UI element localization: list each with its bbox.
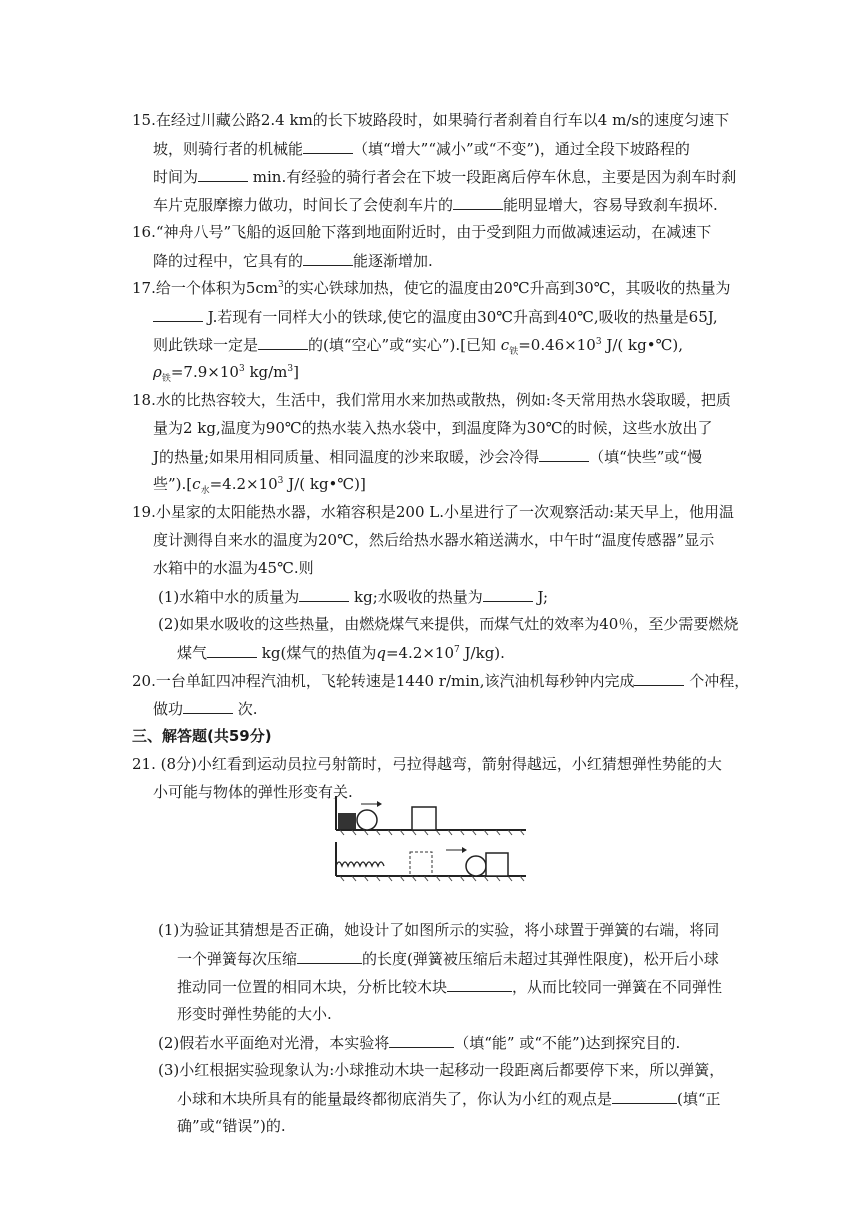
text-run: 做功 [153, 700, 184, 718]
text-run: 三、解答题(共59分) [132, 727, 272, 745]
answer-blank[interactable] [483, 586, 533, 602]
text-line [132, 670, 749, 692]
text-run: （填“能” 或“不能”)达到探究目的. [454, 1034, 681, 1052]
text-run: 确”或“错误”)的. [177, 1117, 286, 1135]
text-run: 则此铁球一定是 [153, 336, 259, 354]
text-run: J的热量;如果用相同质量、相同温度的沙来取暖，沙会冷得 [153, 448, 540, 466]
text-line [177, 1088, 721, 1110]
text-line [158, 1060, 724, 1082]
text-run: J/( kg•℃)] [283, 475, 366, 493]
text-run: 量为2 kg,温度为90℃的热水装入热水袋中，到温度降为30℃的时候，这些水放出了 [153, 419, 713, 437]
subscript: 铁 [161, 374, 171, 384]
text-run: 坡，则骑行者的机械能 [153, 140, 304, 158]
text-run: 21. (8分)小红看到运动员拉弓射箭时，弓拉得越弯，箭射得越远，小红猜想弹性势能的大 [132, 755, 722, 773]
text-run: ] [293, 363, 300, 381]
answer-blank[interactable] [634, 670, 684, 686]
answer-blank[interactable] [447, 976, 512, 992]
text-run: 20.一台单缸四冲程汽油机，飞轮转速是1440 r/min,该汽油机每秒钟内完成 [132, 672, 635, 690]
math-symbol: c [500, 336, 510, 354]
text-run: 19.小星家的太阳能热水器，水箱容积是200 L.小星进行了一次观察活动:某天早上，他用温 [132, 503, 735, 521]
text-line [158, 586, 548, 608]
text-run: kg/m [244, 363, 288, 381]
text-run: 小球和木块所具有的能量最终都彻底消失了，你认为小红的观点是 [177, 1090, 613, 1108]
text-line [153, 250, 433, 272]
answer-blank[interactable] [539, 446, 589, 462]
text-line [153, 334, 683, 356]
text-line [153, 474, 366, 496]
answer-blank[interactable] [153, 306, 203, 322]
math-symbol: q [376, 644, 386, 662]
text-run: 能明显增大，容易导致刹车损坏. [503, 196, 718, 214]
math-symbol: c [192, 475, 201, 493]
text-run: 形变时弹性势能的大小. [177, 1005, 332, 1023]
text-run: 个冲程， [684, 672, 750, 690]
text-run: (2)假若水平面绝对光滑，本实验将 [158, 1034, 390, 1052]
text-line [153, 558, 314, 580]
text-run: 度计测得自来水的温度为20℃，然后给热水器水箱送满水，中午时“温度传感器”显示 [153, 531, 715, 549]
text-line [132, 110, 729, 132]
text-run: (1)为验证其猜想是否正确，她设计了如图所示的实验，将小球置于弹簧的右端，将同 [158, 921, 720, 939]
text-run: J/( kg•℃), [601, 336, 683, 354]
text-run: 时间为 [153, 168, 199, 186]
spring-experiment-figure [330, 790, 530, 886]
text-run: 车片克服摩擦力做功，时间长了会使刹车片的 [153, 196, 454, 214]
superscript: 3 [277, 476, 284, 486]
text-line [132, 502, 734, 524]
text-run: J; [532, 588, 548, 606]
answer-blank[interactable] [297, 948, 362, 964]
text-line [177, 976, 722, 998]
superscript: 3 [278, 280, 284, 290]
text-run: 推动同一位置的相同木块，分析比较木块 [177, 978, 448, 996]
answer-blank[interactable] [303, 138, 353, 154]
text-run: 15.在经过川藏公路2.4 km的长下坡路段时，如果骑行者刹着自行车以4 m/s的速度匀速下 [132, 111, 730, 129]
text-run: 煤气 [177, 644, 208, 662]
text-run: J/kg). [459, 644, 505, 662]
text-line [153, 446, 702, 468]
superscript: 3 [287, 364, 294, 374]
text-run: min.有经验的骑行者会在下坡一段距离后停车休息，主要是因为刹车时刹 [248, 168, 737, 186]
answer-blank[interactable] [183, 698, 233, 714]
text-line [153, 306, 718, 328]
text-run: 降的过程中，它具有的 [153, 252, 304, 270]
text-run: 16.“神舟八号”飞船的返回舱下落到地面附近时，由于受到阻力而做减速运动，在减速下 [132, 223, 712, 241]
superscript: 3 [238, 364, 245, 374]
text-run: 能逐渐增加. [353, 252, 433, 270]
text-run: 17.给一个体积为5cm [132, 279, 279, 297]
text-run: 水箱中的水温为45℃.则 [153, 559, 314, 577]
text-line [153, 194, 718, 216]
text-line [132, 278, 731, 300]
text-run: =0.46×10 [518, 336, 596, 354]
text-run: 小可能与物体的弹性形变有关. [153, 783, 353, 801]
math-symbol: ρ [153, 363, 162, 381]
text-line [132, 390, 731, 412]
text-run: kg(煤气的热值为 [257, 644, 377, 662]
answer-blank[interactable] [389, 1032, 454, 1048]
text-line [153, 530, 714, 552]
text-run: （填“增大”“减小”或“不变”)，通过全段下坡路程的 [353, 140, 690, 158]
text-run: (1)水箱中水的质量为 [158, 588, 300, 606]
text-run: （填“快些”或“慢 [589, 448, 703, 466]
text-line [158, 920, 719, 942]
text-line [153, 166, 736, 188]
text-line [153, 698, 258, 720]
text-run: 的长度(弹簧被压缩后未超过其弹性限度)，松开后小球 [362, 950, 719, 968]
text-line [177, 948, 719, 970]
text-run: (3)小红根据实验现象认为:小球推动木块一起移动一段距离后都要停下来，所以弹簧， [158, 1061, 725, 1079]
text-run: (2)如果水吸收的这些热量，由燃烧煤气来提供，而煤气灶的效率为40％，至少需要燃烧 [158, 615, 739, 633]
answer-blank[interactable] [612, 1088, 677, 1104]
answer-blank[interactable] [198, 166, 248, 182]
text-run: 些”).[ [153, 475, 193, 493]
text-run: 18.水的比热容较大，生活中，我们常用水来加热或散热，例如:冬天常用热水袋取暖，把质 [132, 391, 731, 409]
text-line [177, 1116, 286, 1138]
text-run: 一个弹簧每次压缩 [177, 950, 298, 968]
text-run: =4.2×10 [385, 644, 455, 662]
answer-blank[interactable] [258, 334, 308, 350]
subscript: 铁 [509, 347, 519, 357]
text-run: 次. [233, 700, 258, 718]
text-line [153, 418, 713, 440]
text-run: kg;水吸收的热量为 [349, 588, 483, 606]
text-line [177, 642, 505, 664]
text-run: ，从而比较同一弹簧在不同弹性 [512, 978, 723, 996]
answer-blank[interactable] [207, 642, 257, 658]
answer-blank[interactable] [299, 586, 349, 602]
text-run: 的实心铁球加热，使它的温度由20℃升高到30℃，其吸收的热量为 [283, 279, 731, 297]
text-run: 的(填“空心”或“实心”).[已知 [308, 336, 501, 354]
superscript: 7 [454, 645, 460, 655]
section-heading [132, 726, 272, 748]
text-line [158, 1032, 680, 1054]
text-run: =7.9×10 [170, 363, 239, 381]
text-run: =4.2×10 [209, 475, 278, 493]
text-run: (填“正 [677, 1090, 721, 1108]
text-run: J.若现有一同样大小的铁球,使它的温度由30℃升高到40℃,吸收的热量是65J, [203, 308, 718, 326]
text-line [132, 754, 722, 776]
text-line [153, 782, 353, 804]
text-line [132, 222, 711, 244]
text-line [177, 1004, 332, 1026]
text-line [153, 138, 690, 160]
answer-blank[interactable] [453, 194, 503, 210]
text-line [153, 362, 299, 384]
answer-blank[interactable] [303, 250, 353, 266]
superscript: 3 [595, 337, 602, 347]
subscript: 水 [200, 486, 210, 496]
text-line [158, 614, 738, 636]
